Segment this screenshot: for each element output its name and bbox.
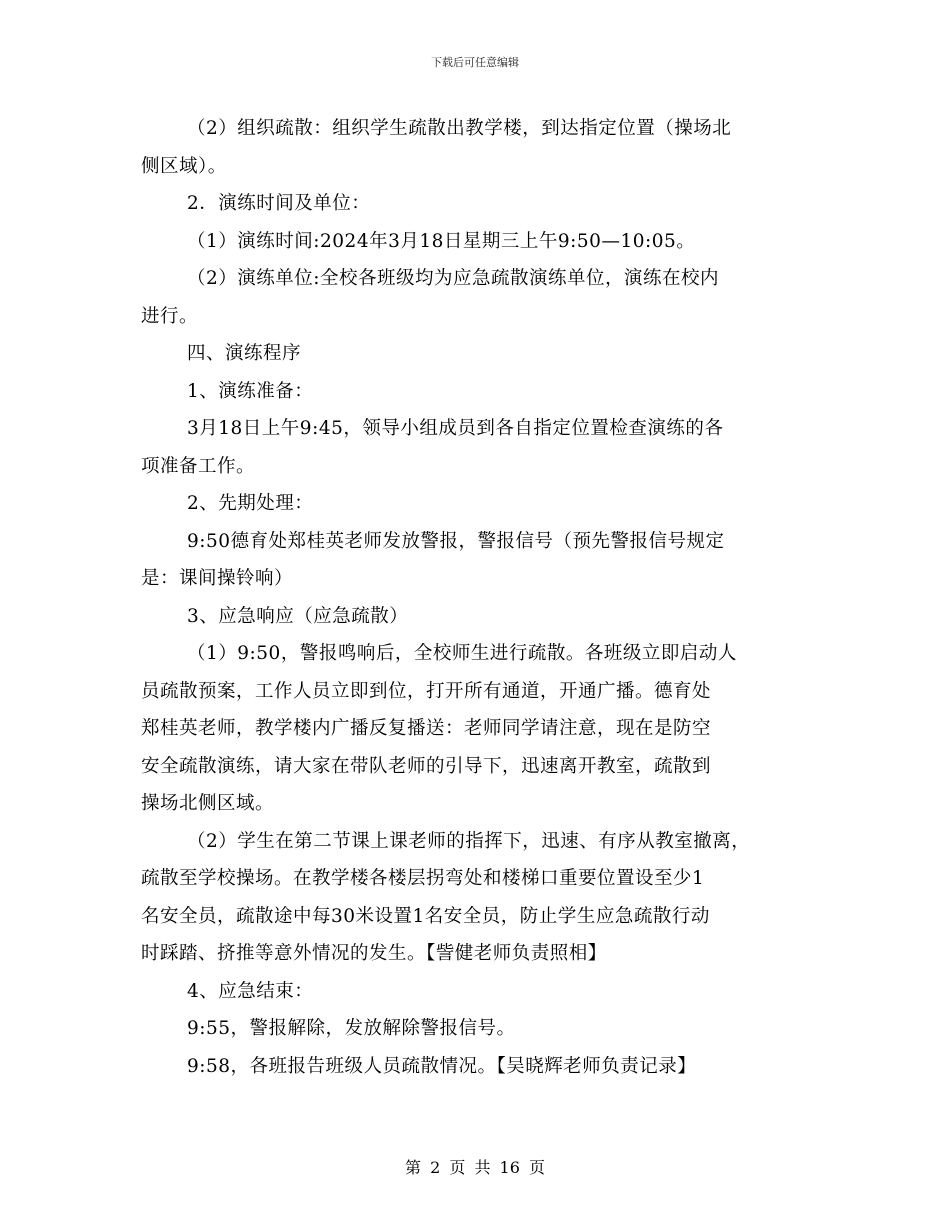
paragraph-line: 侧区域）。 bbox=[141, 155, 227, 177]
section-heading: 四、演练程序 bbox=[187, 343, 302, 364]
paragraph-line: 9:55，警报解除，发放解除警报信号。 bbox=[187, 1018, 516, 1039]
paragraph-line: （2）学生在第二节课上课老师的指挥下，迅速、有序从教室撤离， bbox=[187, 830, 751, 852]
paragraph-line: 疏散至学校操场。在教学楼各楼层拐弯处和楼梯口重要位置设至少1 bbox=[141, 868, 705, 889]
section-heading: 2、先期处理： bbox=[187, 493, 314, 514]
document-body bbox=[141, 110, 821, 1085]
paragraph-line: 9:50德育处郑桂英老师发放警报，警报信号（预先警报信号规定 bbox=[187, 530, 725, 552]
paragraph-line: 3月18日上午9:45，领导小组成员到各自指定位置检查演练的各 bbox=[187, 418, 724, 439]
section-heading: 4、应急结束： bbox=[187, 980, 314, 1002]
paragraph-line: 进行。 bbox=[141, 305, 199, 327]
paragraph-line: 是：课间操铃响） bbox=[141, 568, 294, 589]
paragraph-line: 安全疏散演练，请大家在带队老师的引导下，迅速离开教室，疏散到 bbox=[141, 755, 712, 777]
section-heading: 2．演练时间及单位： bbox=[187, 193, 371, 214]
paragraph-line: 时踩踏、挤推等意外情况的发生。【訾健老师负责照相】 bbox=[141, 943, 607, 964]
paragraph-line: （1）9:50，警报鸣响后，全校师生进行疏散。各班级立即启动人 bbox=[187, 643, 737, 664]
paragraph-line: 郑桂英老师，教学楼内广播反复播送：老师同学请注意，现在是防空 bbox=[141, 718, 712, 739]
paragraph-line: 员疏散预案，工作人员立即到位，打开所有通道，开通广播。德育处 bbox=[141, 680, 712, 702]
paragraph-line: （2）组织疏散：组织学生疏散出教学楼，到达指定位置（操场北 bbox=[187, 118, 732, 139]
paragraph-line: 9:58，各班报告班级人员疏散情况。【吴晓辉老师负责记录】 bbox=[187, 1055, 697, 1077]
paragraph-line: （2）演练单位:全校各班级均为应急疏散演练单位，演练在校内 bbox=[187, 268, 720, 289]
page-number-footer: 第 2 页 共 16 页 bbox=[405, 1158, 545, 1177]
section-heading: 3、应急响应（应急疏散） bbox=[187, 605, 409, 627]
page-header: 下载后可任意编辑 bbox=[431, 56, 519, 69]
paragraph-line: 操场北侧区域。 bbox=[141, 793, 275, 814]
paragraph-line: 项准备工作。 bbox=[141, 455, 256, 477]
paragraph-line: 名安全员，疏散途中每30米设置1名安全员，防止学生应急疏散行动 bbox=[141, 905, 710, 927]
section-heading: 1、演练准备： bbox=[187, 380, 314, 402]
paragraph-line: （1）演练时间:2024年3月18日星期三上午9:50—10:05。 bbox=[187, 230, 696, 252]
